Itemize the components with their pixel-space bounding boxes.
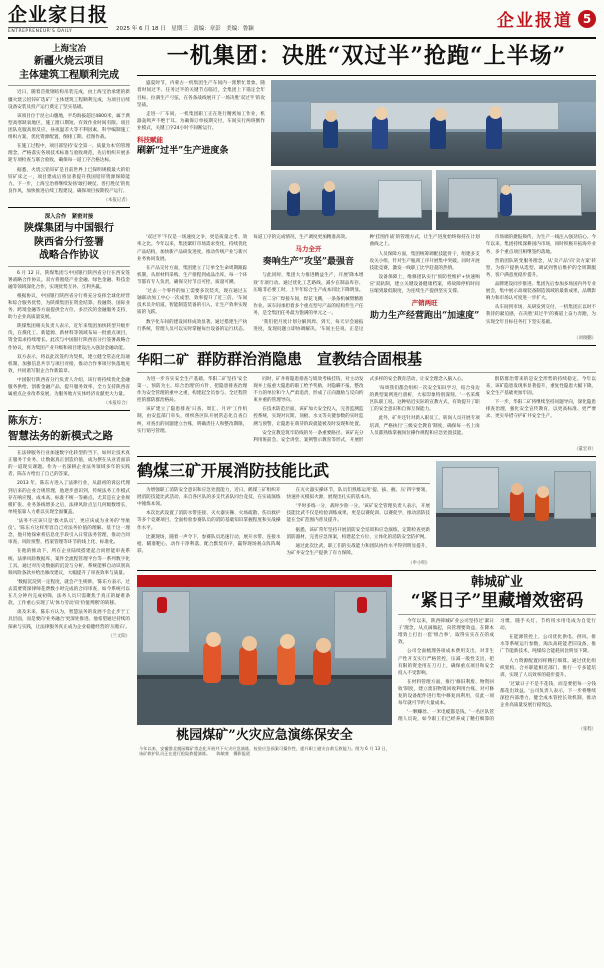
page-number-badge: 5 xyxy=(578,10,596,28)
story3-headline: 鹤煤三矿开展消防技能比武 xyxy=(137,460,330,480)
article1-body: 近日，随着首批钢结构吊装完成，由上海宝冶承建的新疆火烧云铅锌矿选矿厂主体建筑工程顺利完成，为项目后续设备安装及投产运行奠定了坚实基础。 该项目位于昆仑山腹地，平均海拔超过4800米，属于典型高寒缺氧地区，施工窗口期短、有效作业时间有限。项目团队克服高原反应、昼夜温差大等不利因素，科学编制施工组织方案，优化资源配置，倒排工期、挂图作战。 在施工过程中，项目部坚持'安全第一、质量为本'的管理理念，严格落实各项技术标准与验收规范，先后组织开展多轮专项检查与联合验收，确保每一道工序合格达标。 据悉，火烧云铅锌矿是目前世界上已探明规模最大的铅锌矿床之一，项目建成后将显著提升我国铅锌资源保障能力。下一步，上海宝冶将继续发扬'敢打硬仗、善打胜仗'的优良作风，加快推进后续工程建设，确保项目按期投产运行。 xyxy=(8,90,130,194)
photo-feature-image xyxy=(137,575,392,725)
lead-body: '双过半'不仅是一场速度之争，更是质量之考、效率之比。今年以来，集团紧盯市场需求变化，持续优化产品结构，加快新产品研发进度，推动传统产业与新兴业务协同发展。 在产品交付方面，集团建立了订单全生命周期跟踪机制，从原材料采购、生产排程到成品出库，每一个环节都有专人负责，确保交付节点可控、质量可溯。 '过去一个零件的加工需要多次装夹，现在通过五轴联动加工中心一次成型，效率提升了近三倍。'车间技术员介绍道。智能制造装备的引入，让生产效率实现质的飞跃。 数字化车间的建设同样成效显著。通过搭建生产执行系统，管理人员可以实时掌握每台设备的运行状态、每道工序的完成情况，生产调度更加精准高效。 马力全开 奏响生产“攻坚”最强音 与此同时，集团大力推进精益生产，开展'降本增效'专项行动。通过优化工艺路线、减少在制品库存、压缩非必要工时，上半年综合生产成本同比下降明显。 在二分厂焊接车间，焊花飞溅，一条条机械臂精准作业。该车间承担着多个重点型号产品的结构件生产任务，是全集团任务最为饱满的单元之一。 '我们把月度计划分解到周、到天，每天早会通报进度，发现问题立即协调解决。'车间主任说，正是这种'挂图作战'的管理方式，让生产进度始终保持在计划曲线之上。 人员保障方面，集团统筹调配技能骨干，组建多支攻关小组，针对生产瓶颈工序开展集中突破。同时开展技能竞赛，激发一线职工比学赶超的热情。 设备保障上，维修团队实行'预防性维护+快速响应'双轨制，建立关键设备健康档案，将故障停机时间压缩到最低限度，为连续生产提供坚实支撑。 产销两旺 助力生产经营跑出“加速度” 市场端的捷报频传，为生产一线注入强劲信心。今年以来，集团持续深耕国内市场，同时积极开拓海外业务，多个重点项目相继签约落地。 营销团队转变服务理念，从'卖产品'向'卖方案'转型，为客户提供从选型、调试到售后维护的全周期服务，客户满意度稳步提升。 品牌建设同步推进。集团先后参加多场国内外专业展会，集中展示高端装备制造领域的最新成果，品牌影响力和市场认可度进一步扩大。 从车间到市场，从研发到交付，一机集团正以时不我待的紧迫感，在决胜'双过半'的赛道上奋力奔跑，为实现全年目标任务打下坚实基础。 xyxy=(137,235,597,333)
photo-feature-caption: 今年以来，安徽淮北桃园煤矿常态化开展井下火灾应急演练，检验应急预案可操作性，提升职工避灾自救互救能力。图为 6 月 13 日，该矿救护队员正在进行抢险救援演练。 陈敏豪 摄影报道 xyxy=(139,745,390,757)
article3-body: 在法律服务行业加速数字化转型的当下，如何让技术真正服务于业务、让数据真正创造价值，成为摆在从业者面前的一道现实课题。作为一名深耕企业法务领域多年的实践者，陈东方给出了自己的答案。 2013 年，陈东方进入了法律行业，从最初的诉讼代理到后来的企业合规管理，他逐步意识到，传统法务工作模式存在响应慢、成本高、标准不统一等痛点。尤其是在企业规模扩张、业务条线增多之后，法律风险点呈几何级数增长，单纯依靠人力难以实现全面覆盖。 '法务不应该只是'救火队员'，更应该成为业务的'导航仪'。'陈东方这样形容自己对法务价值的理解。基于这一理念，他开始探索将信息化手段引入日常法务管理，推动合同审查、风险预警、档案管理等环节的线上化、标准化。 在他的推动下，所在企业陆续搭建起合同智能审查系统、法律风险数据库、案件全流程管理平台等一系列数字化工具。通过对历史数据的沉淀与分析，系统能够自动识别高频风险条款并给出修改建议，大幅提升了审查效率与质量。 '数据沉淀到一定程度，就会产生规律。'陈东方表示，过去需要资深律师花费数小时完成的合同审查，如今系统可以在几分钟内完成初筛，法务人员只需聚焦于真正的疑难条款，工作重心实现了从'体力劳动'向'价值判断'的转移。 谈及未来，陈东方认为，智慧法务的发展不会止步于工具层面，而是要向'业务融合'更深处推进。他希望通过持续的探索与实践，让法律服务真正成为企业稳健经营的'压舱石'。 xyxy=(8,451,130,630)
lead-photo-right xyxy=(436,170,597,230)
story-2 xyxy=(137,350,596,452)
lead-sub2-title: 奏响生产“攻坚”最强音 xyxy=(262,257,355,268)
article3-headline: 陈东方： 智慧法务的新模式之路 xyxy=(8,416,113,442)
story2-headline-line2: 群防群治消隐患 宣教结合固根基 xyxy=(197,350,423,369)
story-4 xyxy=(398,575,596,732)
page-columns xyxy=(8,44,596,968)
issue-date: 2025 年 6 月 18 日 星期三 责编：章彭 美编：鲁颖 xyxy=(116,26,254,32)
masthead xyxy=(8,6,596,39)
story2-byline: （董宏祥） xyxy=(574,446,596,452)
story2-body: 为进一步夯实安全生产基础，华阳二矿坚持'安全第一、预防为主、综合治理'的方针，把隐患排查治理作为安全管理的重中之重，构建起全员参与、全过程管控的群防群治格局。 该矿建立了隐患排查'日查、周汇、月评'工作机制，由安监部门牵头，组织各区队开展常态化自查自纠，对查出的问题建立台账，明确责任人和整改期限，实行销号管理。 同时，矿井将隐患排查与绩效考核挂钩，对主动发现并上报重大隐患的职工给予奖励，对隐瞒不报、整改不力的单位和个人严肃追责，形成了正向激励与反向约束并重的管理导向。 在技术防范层面，该矿加大安全投入，完善监测监控系统，实现对瓦斯、顶板、水文等关键参数的实时监测与预警，让隐患在萌芽阶段就能被及时发现和处置。 安全宣教是筑牢防线的另一条重要路径。该矿充分利用班前会、安全讲堂、案例警示教育等形式，开展形式多样的安全教育活动，让安全理念入脑入心。 '每周我们都会组织一次安全知识学习，结合身边的典型案例进行剖析，大家印象特别深刻。'一名采煤区队职工说。这种贴近实际的宣教方式，有效提升了职工的安全意识和自保互保能力。 此外，矿井还针对新入职员工、转岗人员开展专项培训，严格执行'三级安全教育'制度，确保每一名上岗人员都熟练掌握岗位操作规程和应急处置技能。 群防群治带来的是安全形势的持续稳定。今年以来，该矿隐患发现率显著提升，重复性隐患大幅下降，安全生产基础更加牢固。 下一步，华阳二矿将继续坚持问题导向，深化隐患排查治理，强化安全宣传教育，以更高标准、更严要求、更实举措守护矿井安全生产。 xyxy=(137,376,597,443)
lead-photo-left xyxy=(271,170,432,230)
lead-sub1-title: 刷新“过半”生产进度条 xyxy=(137,146,229,157)
story4-byline: （张程） xyxy=(578,726,596,732)
masthead-brand xyxy=(8,6,108,34)
lead-photo-row xyxy=(271,170,596,230)
lead-intro: 盛夏时节，内蒙古一机集团生产车间内一派繁忙景象。随着时间过半、任务过半的关键节点临近，全集团上下锚定全年目标，拉满生产弓弦，在各条战线展开了一场决胜'双过半'的攻坚战。 走进一厂车间，一机集团职工正在进行精密加工作业，机器轰鸣声不绝于耳。为确保订单按期交付，车间实行两班倒作业模式，关键工序24小时不间断运行。 xyxy=(137,81,265,131)
left-column xyxy=(8,44,130,968)
article2-byline: （本报综合） xyxy=(103,401,130,407)
article3-byline: （兰文阳） xyxy=(108,633,130,639)
photo-feature-title: 桃园煤矿”火灾应急演练保安全 xyxy=(176,728,353,744)
newspaper-subtitle: ENTREPRENEUR'S DAILY xyxy=(8,27,108,34)
lead-sub1-kicker: 科技赋能 xyxy=(137,136,163,145)
lead-sub3-kicker: 产销两旺 xyxy=(411,299,438,308)
article2-body: 6 月 12 日，陕煤集团与中国银行陕西省分行在西安签署战略合作协议。双方将围绕产业金融、绿色金融、科技金融等领域深化合作，实现优势互补、互利共赢。 根据协议，中国银行陕西省分行将充分发挥全球化经营和综合服务优势，为陕煤集团在资金结算、投融资、国际业务、跨境金融等方面提供全方位、多层次的金融服务支持，助力企业高质量发展。 陕煤集团相关负责人表示，近年来集团加快转型升级步伐，在煤化工、新能源、新材料等领域布局一批重点项目，资金需求持续增长。此次与中国银行陕西省分行签署战略合作协议，将为集团产业升级和项目建设注入强劲金融动能。 双方表示，将以此次签约为契机，建立健全常态化沟通机制，加强信息共享与项目对接，推动合作事项尽快落地见效，共同谱写银企合作新篇章。 中国银行陕西省分行负责人介绍，该行将持续优化金融服务供给，创新金融产品，提升服务效率，全力支持陕西省属重点企业改革发展，为服务地方实体经济贡献更大力量。 xyxy=(8,270,130,398)
left-article-2 xyxy=(8,212,130,406)
newspaper-title: 企业家日报 xyxy=(8,4,109,26)
story3-byline: （申小明） xyxy=(408,561,430,567)
left-article-3 xyxy=(8,415,130,638)
story4-headline-line1: 韩城矿业 xyxy=(470,575,523,591)
main-column xyxy=(137,44,596,968)
story3-body: 为增强职工消防安全意识和应急处置能力，近日，鹤煤三矿组织开展消防技能比武活动，来自各区队的多支代表队同台竞技，在实战演练中锤炼本领。 本次比武设置了消防水带连接、灭火器实操、火场疏散、伤员救护等多个竞赛项目，全面检验参赛队员的消防基础知识掌握程度和实战操作水平。 比赛现场，随着一声令下，参赛队员迅速行动，展开水带、连接水枪、瞄准靶心，动作干净利落，配合默契有序，赢得现场观众阵阵喝彩。 在灭火器实操环节，队员们熟练运用'提、拔、握、压'四字要领，快速扑灭模拟火源，展现出扎实的基本功。 '平时多练一分，战时少险一分。'该矿安全管理负责人表示，开展技能比武不仅是检验训练成果，更是以赛促训、以赛促学，推动消防技能在全矿范围内普及提升。 据悉，该矿常年坚持开展消防安全培训和应急演练，定期检查更新消防器材，完善应急预案，构建起全方位、立体化的消防安全防护网。 通过此次比武，职工们的实战能力和团队协作水平得到明显提升，为矿井安全生产提供了有力保障。 xyxy=(137,488,430,556)
lead-byline: （刘俊鹏） xyxy=(574,336,596,342)
section-header xyxy=(497,6,596,31)
article1-byline: （本报记者） xyxy=(103,198,130,203)
story2-headline-line1: 华阳二矿 xyxy=(137,353,190,369)
lead-headline: 一机集团：决胜“双过半”抢跑“上半场” xyxy=(166,43,567,69)
lead-sub3-title: 助力生产经营跑出“加速度” xyxy=(369,311,480,322)
story4-headline-line2: “紧日子”里藏增效密码 xyxy=(410,590,584,611)
section-title: 企业报道 xyxy=(497,11,573,31)
lead-top-row xyxy=(137,80,596,230)
lead-story xyxy=(137,44,596,341)
lead-photo-main xyxy=(271,80,596,166)
photo-feature xyxy=(137,575,392,757)
lead-photo-group xyxy=(271,80,596,230)
left-article-1 xyxy=(8,44,130,203)
article2-headline: 陕煤集团与中国银行 陕西省分行签署 战略合作协议 xyxy=(24,223,114,261)
lead-sub2-kicker: 马力全开 xyxy=(295,245,322,254)
story-3 xyxy=(137,461,596,566)
story4-body: 今年以来，陕西韩城矿业公司坚持过'紧日子'理念，从点滴做起，向管理要效益，在降本增效上打出一套'组合拳'，取得实实在在的成效。 公司全面梳理各项成本费用支出，对非生产性开支实行严格管控，压减一般性支出，把有限的资金用在刀刃上，确保重点项目和安全投入不受影响。 在材料管理方面，推行'修旧利废、物资回收'制度，建立废旧物资回收利用台账，对可修复的设备配件进行集中修复再利用，仅此一项每年就可节约大量成本。 '一颗螺丝、一米电缆都是钱。'一名区队管理人员说，如今职工们已经养成了精打细算的习惯，随手关灯、节约用水用电成为自觉行动。 在能源管控上，公司优化供电、供风、排水等系统运行参数，淘汰高耗能老旧设备，推广节能新技术，吨煤综合能耗同比明显下降。 人力资源配置同样精打细算。通过优化组织架构、合并职能相近部门、推行一专多能培训，实现了人员效率的稳步提升。 '过紧日子不是不花钱，而是要把每一分钱都花出效益。'公司负责人表示，下一步将继续深挖内部潜力，健全成本管控长效机制，推动企业高质量发展行稳致远。 xyxy=(398,619,596,723)
article2-kicker: 深入合作 紧密对接 xyxy=(44,214,94,220)
story3-photo xyxy=(436,461,596,547)
article1-headline: 上海宝冶 新疆火烧云项目 主体建筑工程顺利完成 xyxy=(19,44,119,81)
bottom-row xyxy=(137,575,596,968)
